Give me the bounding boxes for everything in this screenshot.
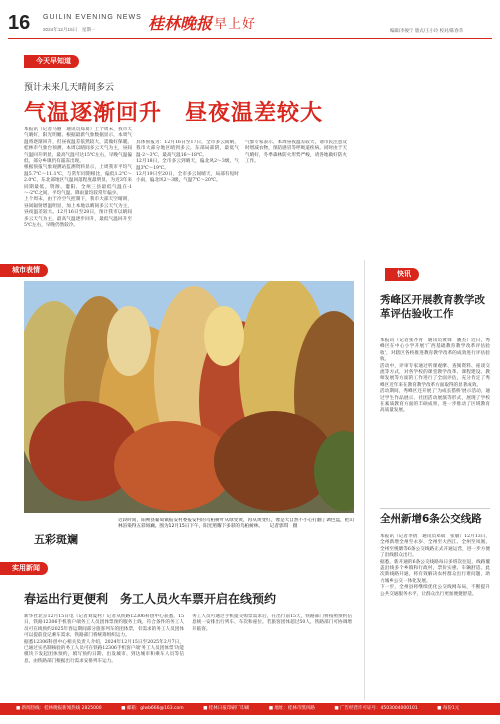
section-tag-city: 城市表情 bbox=[0, 264, 48, 277]
page-footer bbox=[0, 703, 500, 715]
practical-body-col2 bbox=[192, 614, 352, 700]
lead-kicker: 预计未来几天晴间多云 bbox=[24, 83, 115, 93]
footer-item: ■ 新闻热线：桂林晚报新闻热线 2825000 bbox=[16, 706, 102, 711]
footer-item: ■ 地址：桂林市凯风路 bbox=[268, 706, 315, 711]
lead-body-col2 bbox=[136, 140, 239, 252]
practical-paragraph: 据悉12306科创中心相关负责人介绍，2024年12月15日至2025年2月7日，已通过实名制核验的务工人员可在铁路12306手机客户端'务工人员团体票'功能模块下发起团体预约，填写预约日期、出发城市、到达城市和乘车人员等信息，由铁路部门根据出行需求安排列车运力。 bbox=[24, 639, 184, 664]
lead-body-col3 bbox=[245, 140, 347, 252]
footer-item: ■ 桂林日报印刷厂印刷 bbox=[203, 706, 250, 711]
flash-item2-body bbox=[380, 534, 490, 699]
lead-paragraph: 12月18日，全市多云到晴天，偏北风2～3级，气温3℃～19℃。 bbox=[136, 159, 239, 171]
flash-paragraph: 据悉，新开通的6条公交线路每日多班次往返，线路覆盖沿线多个乡镇和行政村，票价实惠、车辆舒适。此次新线路开通，将有效解决农村群众出行难问题，助力城乡公交一体化发展。 bbox=[380, 559, 490, 584]
section-tag-flash: 快讯 bbox=[385, 268, 419, 281]
practical-paragraph: 新华社北京12月15日电（记者刘夏村）记者从铁路12306科创中心获悉，15日，铁路12306手机客户端务工人员团体票预约服务上线，符合条件的务工人员可在线预约2025年春运期间部分旅客列车的团体票，有需求的务工人员团体可以提前登记乘车需求，铁路部门将统筹组织运力。 bbox=[24, 614, 184, 639]
flash-item1-body bbox=[380, 338, 490, 503]
lead-paragraph: 气象专家表示，本周昼夜温差较大，请市民注意及时增减衣物，预防感冒等呼吸道疾病。同时由于天气晴好，冬季森林防火形势严峻，请各地做好防火工作。 bbox=[245, 140, 347, 165]
masthead bbox=[0, 0, 500, 44]
photo-title: 五彩斑斓 bbox=[34, 533, 78, 546]
lead-body-col1 bbox=[24, 127, 132, 252]
flash-paragraph: 下一步，全州县将继续优化公交线网布局，不断提升公共交通服务水平，让群众出行更加便捷舒适。 bbox=[380, 585, 490, 597]
newspaper-logo: 桂林晚报 bbox=[148, 14, 213, 33]
practical-body-col1 bbox=[24, 614, 184, 700]
column-divider bbox=[364, 260, 365, 700]
section-title: 早上好 bbox=[214, 17, 257, 32]
lead-paragraph: 12月19日至20日，全市多云间晴天，局部有短时小雨，偏北风2～3级，气温7℃～20℃。 bbox=[136, 172, 239, 184]
flash-item2-headline: 全州新增6条公交线路 bbox=[380, 513, 482, 525]
lead-paragraph: 具体预报为：12月16日至17日，全市多云间晴，我市大部分地区晴到多云，东部局部阴，最低气温-2～3℃，最高气温16～18℃。 bbox=[136, 140, 239, 158]
masthead-divider bbox=[8, 38, 492, 39]
lead-paragraph: 本报讯（记者马丽 通讯员郑易）上个周末，我市天气晴好，阳光明媚。根据最新气象数据显示，本周气温将逐渐回升，但昼夜温差依然较大，需做好保暖。桂林市气象台预测，本周以晴间多云天气为主，昼间气温回升明显，最高气温可达15℃左右，早晚气温偏低，部分乡镇仍有霜冻出现。 bbox=[24, 127, 132, 165]
section-tag-today: 今天早知道 bbox=[24, 55, 79, 68]
lead-headline: 气温逐渐回升 昼夜温差较大 bbox=[24, 101, 324, 126]
section-tag-practical: 实用新闻 bbox=[0, 562, 48, 575]
footer-item: ■ 每份1元 bbox=[437, 706, 460, 711]
flash-paragraph: 活动中，评审专家通过听课观摩、查阅资料、座谈交流等方式，对各学校的课堂教学改革、课程建设、教师发展等方面的工作进行了全面评估，充分肯定了秀峰区近年来在教育教学改革方面取得的显著成效。 bbox=[380, 363, 490, 388]
autumn-trees-photo bbox=[24, 281, 354, 513]
lead-paragraph: 根据预报气象观测站监测资料显示，上周我市平均气温5.7℃～11.1℃，与常年同期相比，偏低1.2℃～2.0℃，东北部地区气温回落程度最明显，为近3年来同期最低。资源、灌阳、全州三县最低气温在-1～-2℃之间，平均气温、降雨量均较常年偏少。 bbox=[24, 165, 132, 197]
photo-caption: 近段时间，阳朔县葡萄镇报安村委报安村的乌桕树叶从绿变黄，再从黄变红，像是大自然不小心打翻了调色盘，把山林渲染得五彩斑斓。图为12月15日下午，阳光照耀下多彩的乌桕树林。 记者郭琪 摄 bbox=[118, 518, 354, 530]
flash-item1-headline: 秀峰区开展教育教学改革评估验收工作 bbox=[380, 294, 485, 320]
english-name: GUILIN EVENING NEWS bbox=[43, 14, 142, 21]
practical-paragraph: 务工人员可通过手机提交购票需求后，在出行前15天，铁路部门将按照预约信息统一安排出行列车、车次和座位。若旅客团体超过50人，铁路部门可协调增开临客。 bbox=[192, 614, 352, 632]
photo-illustration bbox=[24, 281, 354, 513]
lead-paragraph: 上个周末，由于冷空气控制下，我市大部天空晴朗，昼间辐射增温明显，加上本地以晴间多云天气为主，昼夜温差较大。12月16日至20日，预计我市以晴间多云天气为主，最高气温逐步回升，最低气温回升至5℃左右，早晚仍然较冷。 bbox=[24, 197, 132, 229]
page-number: 16 bbox=[8, 12, 31, 34]
practical-headline: 春运出行更便利 务工人员火车票开启在线预约 bbox=[24, 592, 277, 606]
footer-item: ■ 邮箱：glwb666@163.com bbox=[121, 706, 184, 711]
issue-date: 2024年12月16日 星期一 bbox=[43, 27, 96, 32]
editor-credits: 编辑/李俊宁 版式/王小玲 校对/陈春萃 bbox=[390, 29, 464, 34]
flash-divider bbox=[380, 508, 490, 509]
flash-paragraph: 本报讯（记者张齐青 通讯员黄锋 潘杰）近日，秀峰区在中心小学开展'广西基础教育教学改革评估验收'，对辖区各校推进教育教学改革的成效进行评估验收。 bbox=[380, 338, 490, 363]
flash-paragraph: 活动期间，秀峰区还开展了'为成长搭桥'展示活动，通过学生作品展示、社团活动展演等形式，展现了学校在素质教育方面的丰硕成果，进一步推动了区域教育高质量发展。 bbox=[380, 389, 490, 414]
flash-paragraph: 本报讯（记者李倩 通讯员邓斌 张敏）12月13日，全州新增全州至永岁、全州至大西江、全州至凤凰、全州至枧塘等6条公交线路正式开通运营，进一步方便了沿线群众出行。 bbox=[380, 534, 490, 559]
footer-item: ■ 广告经营许可证号：4503004000101 bbox=[334, 706, 418, 711]
